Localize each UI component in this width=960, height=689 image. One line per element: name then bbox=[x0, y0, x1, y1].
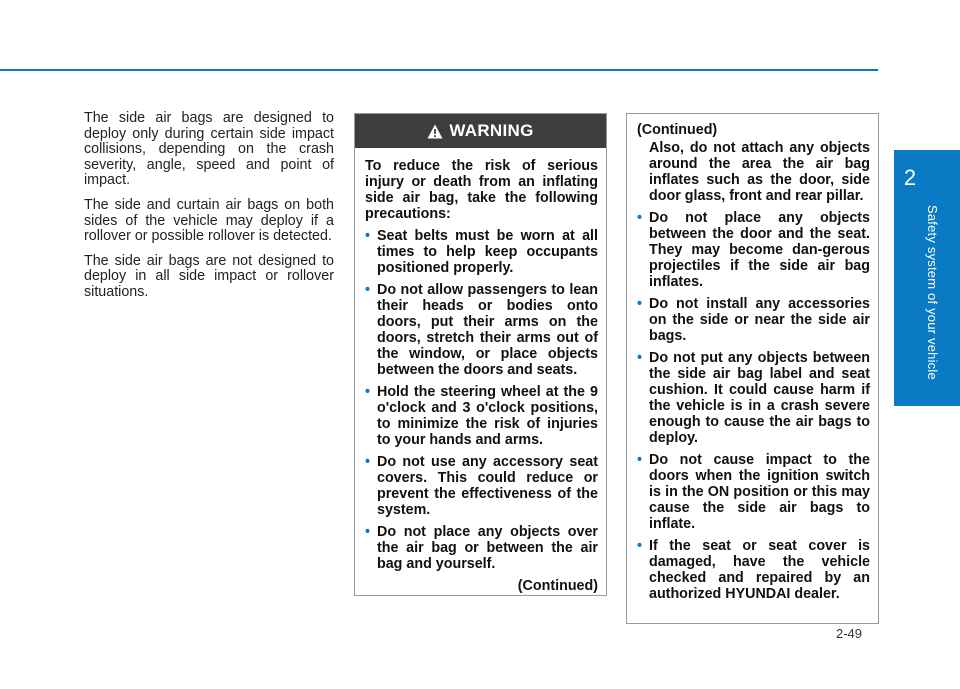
list-item: • Do not use any accessory seat covers. This could reduce or prevent the effectiveness of the system. bbox=[365, 454, 598, 518]
list-item: • Do not place any objects over the air bag or between the air bag and yourself. bbox=[365, 524, 598, 572]
bullet-icon: • bbox=[365, 228, 371, 244]
chapter-title: Safety system of your vehicle bbox=[925, 205, 940, 380]
continued-label: (Continued) bbox=[637, 122, 718, 138]
page-number: 2-49 bbox=[836, 626, 863, 641]
list-item: • Do not put any objects between the side air bag label and seat cushion. It could cause harm if the vehicle is in a crash severe enough to cause the air bags to deploy. bbox=[637, 350, 870, 446]
bullet-icon: • bbox=[365, 524, 371, 540]
warning-continued-box bbox=[626, 113, 879, 624]
list-item: • If the seat or seat cover is damaged, have the vehicle checked and repaired by an authorized HYUNDAI dealer. bbox=[637, 538, 870, 602]
warning-list bbox=[365, 228, 598, 572]
continued-lead: Also, do not attach any objects around the area the air bag inflates such as the door, side door glass, front and rear pillar. bbox=[649, 140, 870, 204]
bullet-icon: • bbox=[365, 384, 371, 400]
bullet-icon: • bbox=[637, 296, 643, 312]
chapter-number: 2 bbox=[903, 165, 917, 190]
list-item: • Seat belts must be worn at all times to help keep occupants positioned properly. bbox=[365, 228, 598, 276]
body-paragraph: The side and curtain air bags on both sides of the vehicle may deploy if a rollover or possible rollover is detected. bbox=[84, 196, 334, 245]
warning-header bbox=[355, 114, 606, 148]
body-text bbox=[84, 111, 334, 310]
list-item: • Do not cause impact to the doors when the ignition switch is in the ON position or this may cause the side air bags to inflate. bbox=[637, 452, 870, 532]
bullet-icon: • bbox=[637, 210, 643, 226]
warning-icon bbox=[427, 124, 443, 139]
continued-label: (Continued) bbox=[517, 578, 598, 594]
list-item: • Do not install any accessories on the side or near the side air bags. bbox=[637, 296, 870, 344]
body-paragraph: The side air bags are designed to deploy only during certain side impact collisions, depending on the crash severity, angle, speed and point of impact. bbox=[84, 110, 334, 189]
body-paragraph: The side air bags are not designed to deploy in all side impact or rollover situations. bbox=[84, 252, 334, 300]
bullet-icon: • bbox=[365, 454, 371, 470]
bullet-icon: • bbox=[637, 538, 643, 554]
list-item: • Hold the steering wheel at the 9 o'clock and 3 o'clock positions, to minimize the risk of injuries to your hands and arms. bbox=[365, 384, 598, 448]
bullet-icon: • bbox=[637, 452, 643, 468]
chapter-tab bbox=[894, 150, 960, 406]
warning-intro: To reduce the risk of serious injury or death from an inflating side air bag, take the following precautions: bbox=[365, 158, 598, 222]
list-item: • Do not place any objects between the door and the seat. They may become dan-gerous projectiles if the side air bag inflates. bbox=[637, 210, 870, 290]
warning-box bbox=[354, 113, 607, 596]
header-rule bbox=[0, 69, 878, 71]
list-item: • Do not allow passengers to lean their heads or bodies onto doors, put their arms on the doors, stretch their arms out of the window, or place objects between the doors and seats. bbox=[365, 282, 598, 378]
warning-title: WARNING bbox=[449, 121, 534, 140]
bullet-icon: • bbox=[637, 350, 643, 366]
bullet-icon: • bbox=[365, 282, 371, 298]
continued-list bbox=[637, 210, 870, 602]
